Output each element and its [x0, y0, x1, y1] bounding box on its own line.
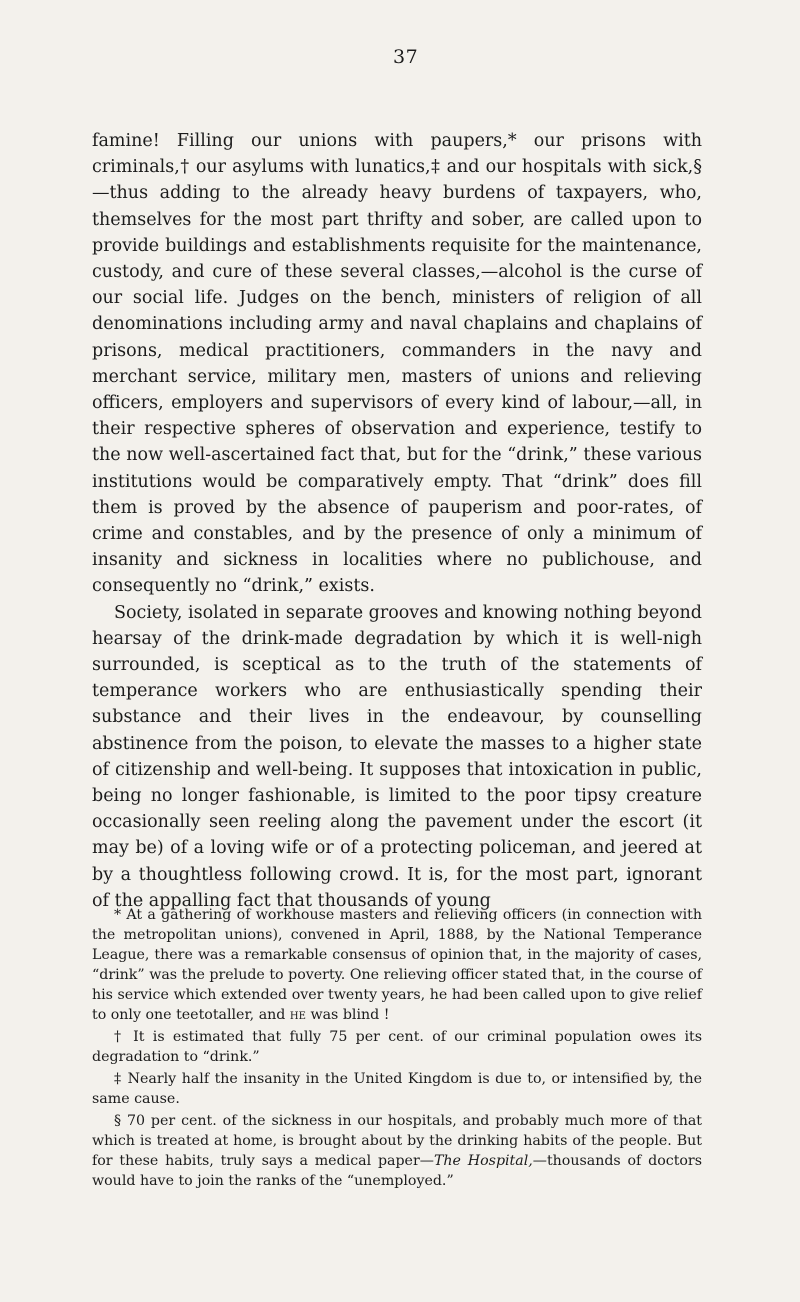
- footnote-1-end: was blind !: [310, 1007, 390, 1023]
- footnote-3: ‡ Nearly half the insanity in the United Kingdom is due to, or intensified by, the same cause.: [92, 1071, 702, 1107]
- footnote-2: † It is estimated that fully 75 per cent. of our criminal population owes its degradation to “drink.”: [92, 1029, 702, 1065]
- footnote-4-end: —thousands of doctors would have to join the ranks of the “unemployed.”: [92, 1153, 702, 1189]
- footnotes: [92, 905, 702, 1193]
- footnote-1-text: * At a gathering of workhouse masters and relieving officers (in connection with the metropolitan unions), convened in April, 1888, by the National Temperance League, there was a remarkable consensus of opinion that, in the majority of cases, “drink” was the prelude to poverty. One relieving officer stated that, in the course of his service which extended over twenty years, he had been called upon to give relief to only one teetotaller, and: [92, 907, 702, 1023]
- main-text: [92, 128, 702, 914]
- paragraph-2: Society, isolated in separate grooves and knowing nothing beyond hearsay of the drink-made degradation by which it is well-nigh surrounded, is sceptical as to the truth of the statements of temperance workers who are enthusiastically spending their substance and their lives in the endeavour, by counselling abstinence from the poison, to elevate the masses to a higher state of citizenship and well-being. It supposes that intoxication in public, being no longer fashionable, is limited to the poor tipsy creature occasionally seen reeling along the pavement under the escort (it may be) of a loving wife or of a protecting policeman, and jeered at by a thoughtless following crowd. It is, for the most part, ignorant of the appalling fact that thousands of young: [92, 602, 702, 911]
- page-number: 37: [393, 46, 419, 68]
- footnote-4-text: § 70 per cent. of the sickness in our hospitals, and probably much more of that which is treated at home, is brought about by the drinking habits of the people. But for these habits, truly says a medical paper—: [92, 1113, 702, 1169]
- footnote-4: [92, 1111, 702, 1191]
- footnote-1: [92, 905, 702, 1025]
- footnote-4-source: The Hospital,: [433, 1153, 533, 1169]
- paragraph-1: famine! Filling our unions with paupers,* our prisons with criminals,† our asylums with lunatics,‡ and our hospitals with sick,§—thus adding to the already heavy burdens of taxpayers, who, themselves for the most part thrifty and sober, are called upon to provide buildings and establishments requisite for the maintenance, custody, and cure of these several classes,—alcohol is the curse of our social life. Judges on the bench, ministers of religion of all denominations including army and naval chaplains and chaplains of prisons, medical practitioners, commanders in the navy and merchant service, military men, masters of unions and relieving officers, employers and supervisors of every kind of labour,—all, in their respective spheres of observation and experience, testify to the now well-ascertained fact that, but for the “drink,” these various institutions would be comparatively empty. That “drink” does fill them is proved by the absence of pauperism and poor-rates, of crime and constables, and by the presence of only a minimum of insanity and sickness in localities where no publichouse, and consequently no “drink,” exists.: [92, 131, 702, 597]
- footnote-1-emphasis: he: [289, 1007, 306, 1023]
